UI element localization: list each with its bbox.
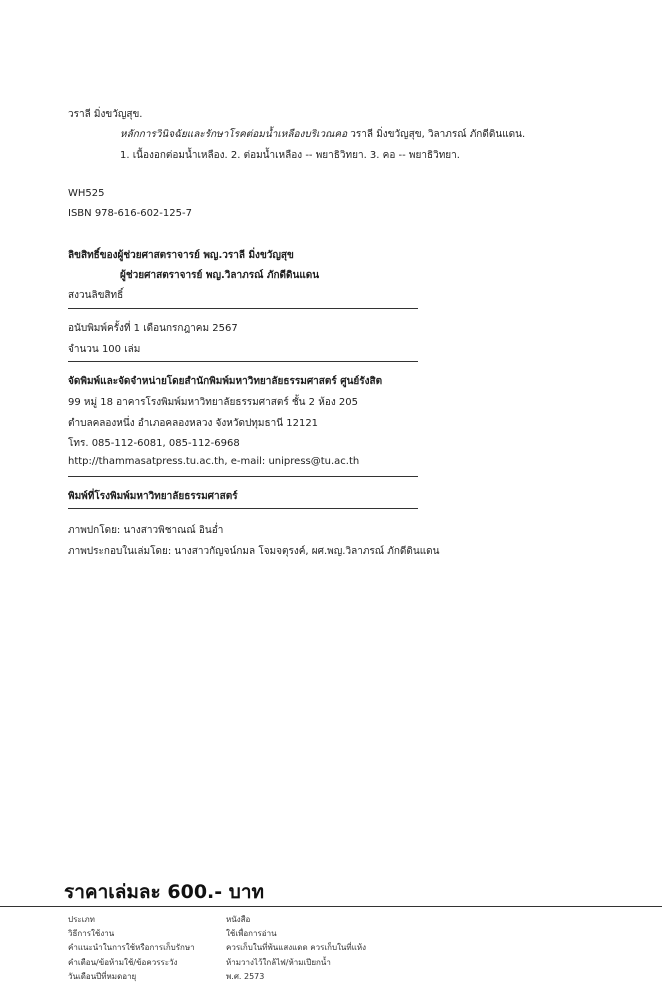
divider-2 bbox=[68, 361, 418, 362]
price: ราคาเล่มละ 600.- บาท bbox=[64, 881, 265, 903]
rights-reserved: สงวนลิขสิทธิ์ bbox=[68, 290, 124, 301]
footer-label: ประเภท bbox=[68, 915, 95, 924]
copyright-line-2: ผู้ช่วยศาสตราจารย์ พญ.วิลาภรณ์ ภักดีดินแดน bbox=[120, 270, 320, 281]
footer-value: ใช้เพื่อการอ่าน bbox=[226, 929, 277, 939]
publisher-address-2: ตำบลคลองหนึ่ง อำเภอคลองหลวง จังหวัดปทุมธานี 12121 bbox=[68, 418, 319, 429]
footer-divider bbox=[0, 906, 662, 907]
footer-label: วิธีการใช้งาน bbox=[68, 929, 115, 939]
divider-3 bbox=[68, 476, 418, 477]
copyright-line-1: ลิขสิทธิ์ของผู้ช่วยศาสตราจารย์ พญ.วราลี มิ่งขวัญสุข bbox=[68, 250, 294, 261]
footer-value: ห้ามวางไว้ใกล้ไฟ/ห้ามเปียกน้ำ bbox=[226, 957, 331, 967]
publisher-name: จัดพิมพ์และจัดจำหน่ายโดยสำนักพิมพ์มหาวิทยาลัยธรรมศาสตร์ ศูนย์รังสิต bbox=[68, 376, 383, 387]
catalog-title-rest: วราลี มิ่งขวัญสุข, วิลาภรณ์ ภักดีดินแดน. bbox=[347, 129, 526, 140]
catalog-title-italic: หลักการวินิจฉัยและรักษาโรคต่อมน้ำเหลืองบริเวณคอ bbox=[120, 129, 348, 140]
catalog-author: วราลี มิ่งขวัญสุข. bbox=[68, 109, 143, 120]
footer-value: ควรเก็บในที่พ้นแสงแดด ควรเก็บในที่แห้ง bbox=[226, 943, 367, 953]
publisher-phone: โทร. 085-112-6081, 085-112-6968 bbox=[68, 438, 240, 449]
edition-quantity: จำนวน 100 เล่ม bbox=[68, 344, 141, 355]
footer-value: หนังสือ bbox=[226, 915, 251, 924]
publisher-address-1: 99 หมู่ 18 อาคารโรงพิมพ์มหาวิทยาลัยธรรมศาสตร์ ชั้น 2 ห้อง 205 bbox=[68, 397, 358, 408]
publisher-web: http://thammasatpress.tu.ac.th, e-mail: unipress@tu.ac.th bbox=[68, 456, 360, 467]
divider-1 bbox=[68, 308, 418, 309]
cover-credit: ภาพปกโดย: นางสาวพิชาณณ์ อินอ่ำ bbox=[68, 525, 224, 536]
divider-4 bbox=[68, 508, 418, 509]
footer-label: คำแนะนำในการใช้หรือการเก็บรักษา bbox=[68, 943, 195, 953]
isbn: ISBN 978-616-602-125-7 bbox=[68, 208, 192, 219]
footer-labels bbox=[68, 913, 195, 984]
footer-label: วันเดือนปีที่หมดอายุ bbox=[68, 971, 137, 981]
catalog-title bbox=[120, 127, 525, 142]
footer-value: พ.ศ. 2573 bbox=[226, 971, 265, 981]
printer-name: พิมพ์ที่โรงพิมพ์มหาวิทยาลัยธรรมศาสตร์ bbox=[68, 491, 238, 502]
edition-printing: อนับพิมพ์ครั้งที่ 1 เดือนกรกฎาคม 2567 bbox=[68, 323, 238, 334]
footer-label: คำเตือน/ข้อห้ามใช้/ข้อควรระวัง bbox=[68, 957, 178, 967]
footer-values bbox=[226, 913, 366, 984]
illustration-credit: ภาพประกอบในเล่มโดย: นางสาวกัญจน์กมล โจมจตุรงค์, ผศ.พญ.วิลาภรณ์ ภักดีดินแดน bbox=[68, 546, 440, 557]
catalog-subjects: 1. เนื้องอกต่อมน้ำเหลือง. 2. ต่อมน้ำเหลือง -- พยาธิวิทยา. 3. คอ -- พยาธิวิทยา. bbox=[120, 150, 460, 161]
call-number: WH525 bbox=[68, 188, 105, 199]
